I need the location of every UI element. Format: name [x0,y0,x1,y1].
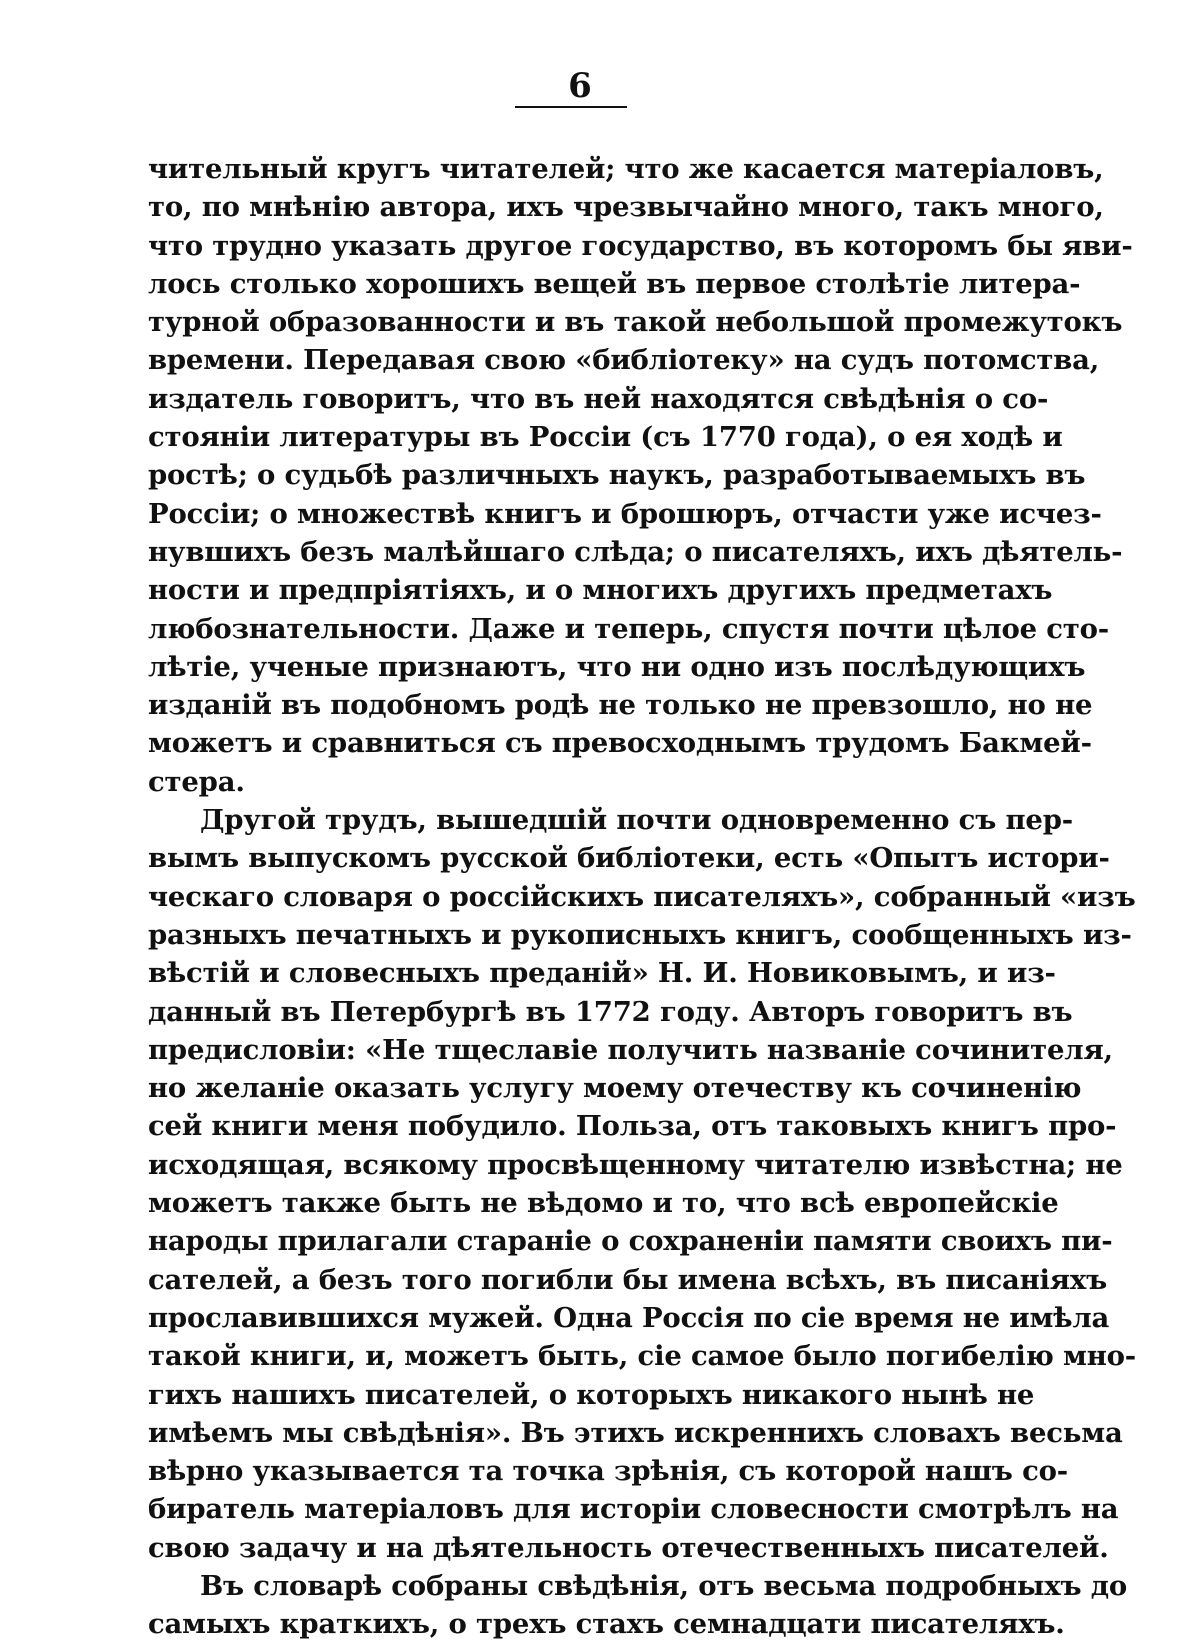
text-line: самыхъ краткихъ, о трехъ стахъ семнадцати писателяхъ. [148,1608,1065,1641]
text-line: ности и предпріятіяхъ, и о многихъ другихъ предметахъ [148,574,1053,607]
text-line: прославившихся мужей. Одна Россія по сіе время не имѣла [148,1301,1110,1334]
text-line: вѣстій и словесныхъ преданій» Н. И. Новиковымъ, и из- [148,957,1056,990]
text-line: лѣтіе, ученые признаютъ, что ни одно изъ послѣдующихъ [148,650,1086,683]
text-line: вѣрно указывается та точка зрѣнія, съ которой нашъ со- [148,1455,1068,1488]
text-line: любознательности. Даже и теперь, спустя почти цѣлое сто- [148,612,1109,645]
text-line: предисловіи: «Не тщеславіе получить названіе сочинителя, [148,1033,1113,1066]
text-line: сателей, а безъ того погибли бы имена всѣхъ, въ писаніяхъ [148,1263,1108,1296]
header-rule [515,106,627,108]
text-line: стояніи литературы въ Россіи (съ 1770 года), о ея ходѣ и [148,421,1063,454]
text-line: то, по мнѣнію автора, ихъ чрезвычайно много, такъ много, [148,191,1104,224]
page-number: 6 [568,66,592,106]
body-text [148,150,1137,1644]
text-line: чительный кругъ читателей; что же касается матеріаловъ, [148,153,1104,185]
text-line: Россіи; о множествѣ книгъ и брошюръ, отчасти уже исчез- [148,497,1102,530]
text-line: имѣемъ мы свѣдѣнія». Въ этихъ искреннихъ словахъ весьма [148,1416,1123,1449]
text-line: турной образованности и въ такой небольшой промежутокъ [148,306,1123,339]
text-line: Другой трудъ, вышедшій почти одновременно съ пер- [200,804,1073,837]
text-line: сей книги меня побудило. Польза, отъ таковыхъ книгъ про- [148,1110,1117,1143]
text-line: изданій въ подобномъ родѣ не только не превзошло, но не [148,689,1093,722]
text-line: Въ словарѣ собраны свѣдѣнія, отъ весьма подробныхъ до [200,1569,1127,1602]
text-line: что трудно указать другое государство, въ которомъ бы яви- [148,229,1133,262]
text-line: исходящая, всякому просвѣщенному читателю извѣстна; не [148,1148,1123,1181]
text-line: лось столько хорошихъ вещей въ первое столѣтіе литера- [148,267,1081,300]
text-line: разныхъ печатныхъ и рукописныхъ книгъ, сообщенныхъ из- [148,918,1132,951]
text-line: биратель матеріаловъ для исторіи словесности смотрѣлъ на [148,1493,1119,1526]
text-line: времени. Передавая свою «библіотеку» на судъ потомства, [148,344,1100,377]
text-line: но желаніе оказать услугу моему отечеству къ сочиненію [148,1072,1082,1105]
text-line: гихъ нашихъ писателей, о которыхъ никакого нынѣ не [148,1378,1035,1411]
text-line: вымъ выпускомъ русской библіотеки, есть «Опытъ истори- [148,842,1110,875]
text-line: ческаго словаря о россійскихъ писателяхъ», собранный «изъ [148,880,1136,913]
text-line: свою задачу и на дѣятельность отечественныхъ писателей. [148,1531,1109,1564]
text-line: такой книги, и, можетъ быть, сіе самое было погибелію мно- [148,1340,1137,1373]
text-line: народы прилагали стараніе о сохраненіи памяти своихъ пи- [148,1225,1113,1258]
text-line: нувшихъ безъ малѣйшаго слѣда; о писателяхъ, ихъ дѣятель- [148,535,1123,568]
text-line: можетъ также быть не вѣдомо и то, что всѣ европейскіе [148,1187,1059,1220]
text-line: стера. [148,765,245,798]
text-line: можетъ и сравниться съ превосходнымъ трудомъ Бакмей- [148,727,1092,760]
text-line: ростѣ; о судьбѣ различныхъ наукъ, разработываемыхъ въ [148,459,1086,492]
text-line: данный въ Петербургѣ въ 1772 году. Авторъ говоритъ въ [148,995,1073,1028]
text-line: издатель говоритъ, что въ ней находятся свѣдѣнія о со- [148,382,1049,415]
